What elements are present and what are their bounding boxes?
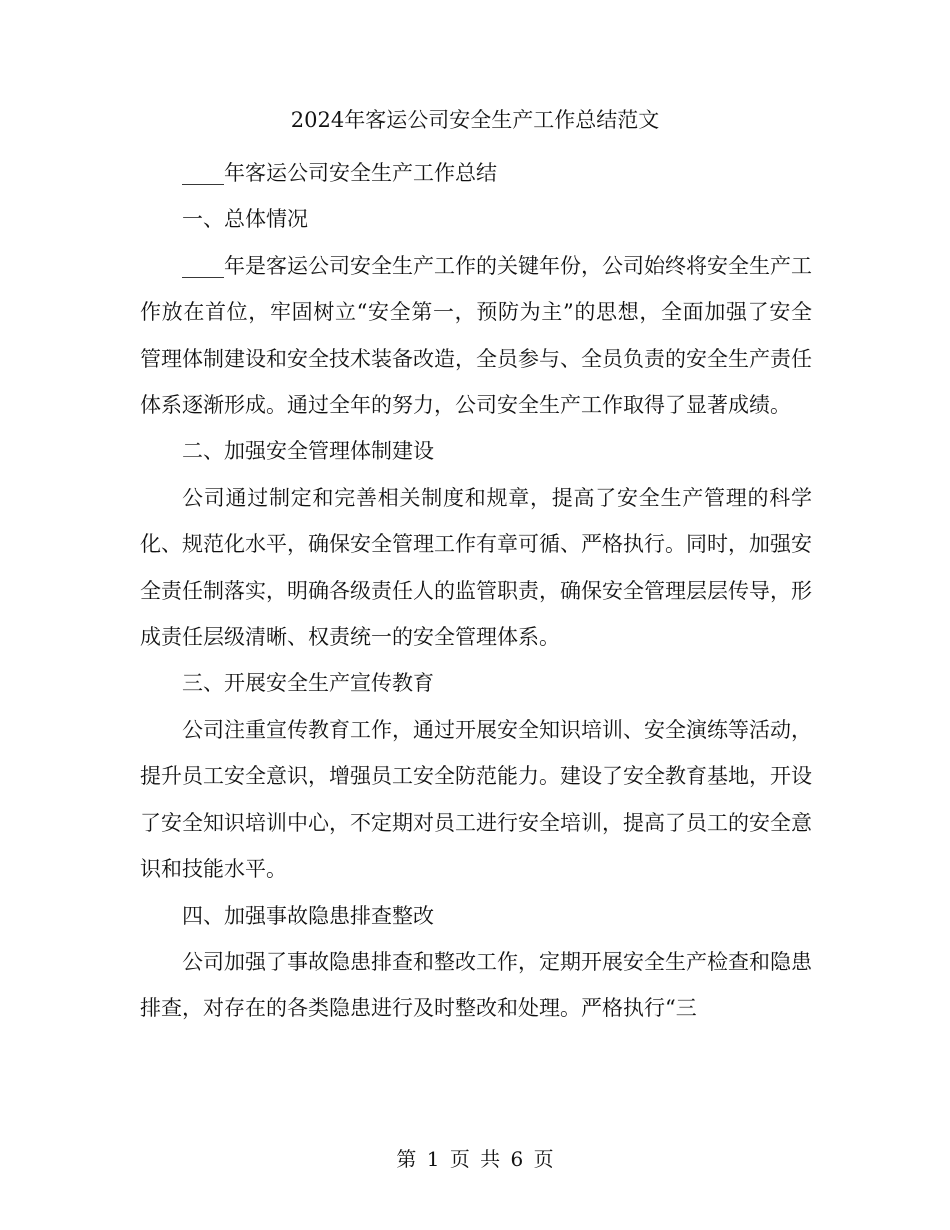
document-title: 2024年客运公司安全生产工作总结范文	[290, 108, 660, 132]
page-number-footer: 第 1 页 共 6 页	[396, 1147, 554, 1171]
body-paragraph: ____年是客运公司安全生产工作的关键年份，公司始终将安全生产工作放在首位，牢固树立“安全第一，预防为主”的思想，全面加强了安全管理体制建设和安全技术装备改造，全员参与、全员负责的安全生产责任体系逐渐形成。通过全年的努力，公司安全生产工作取得了显著成绩。	[140, 253, 812, 418]
body-paragraph: 公司加强了事故隐患排查和整改工作，定期开展安全生产检查和隐患排查，对存在的各类隐患进行及时整改和处理。严格执行“三	[140, 949, 812, 1021]
body-paragraph: 公司注重宣传教育工作，通过开展安全知识培训、安全演练等活动，提升员工安全意识，增强员工安全防范能力。建设了安全教育基地，开设了安全知识培训中心，不定期对员工进行安全培训，提高了员工的安全意识和技能水平。	[140, 717, 812, 882]
section-heading-overview: 一、总体情况	[182, 207, 308, 232]
body-paragraph: 公司通过制定和完善相关制度和规章，提高了安全生产管理的科学化、规范化水平，确保安全管理工作有章可循、严格执行。同时，加强安全责任制落实，明确各级责任人的监管职责，确保安全管理层层传导，形成责任层级清晰、权责统一的安全管理体系。	[140, 485, 812, 650]
section-heading-hazards: 四、加强事故隐患排查整改	[182, 903, 434, 928]
section-heading-management: 二、加强安全管理体制建设	[182, 439, 434, 464]
section-heading-education: 三、开展安全生产宣传教育	[182, 671, 434, 696]
document-body	[140, 150, 812, 1032]
subtitle-paragraph: ____年客运公司安全生产工作总结	[182, 161, 497, 185]
